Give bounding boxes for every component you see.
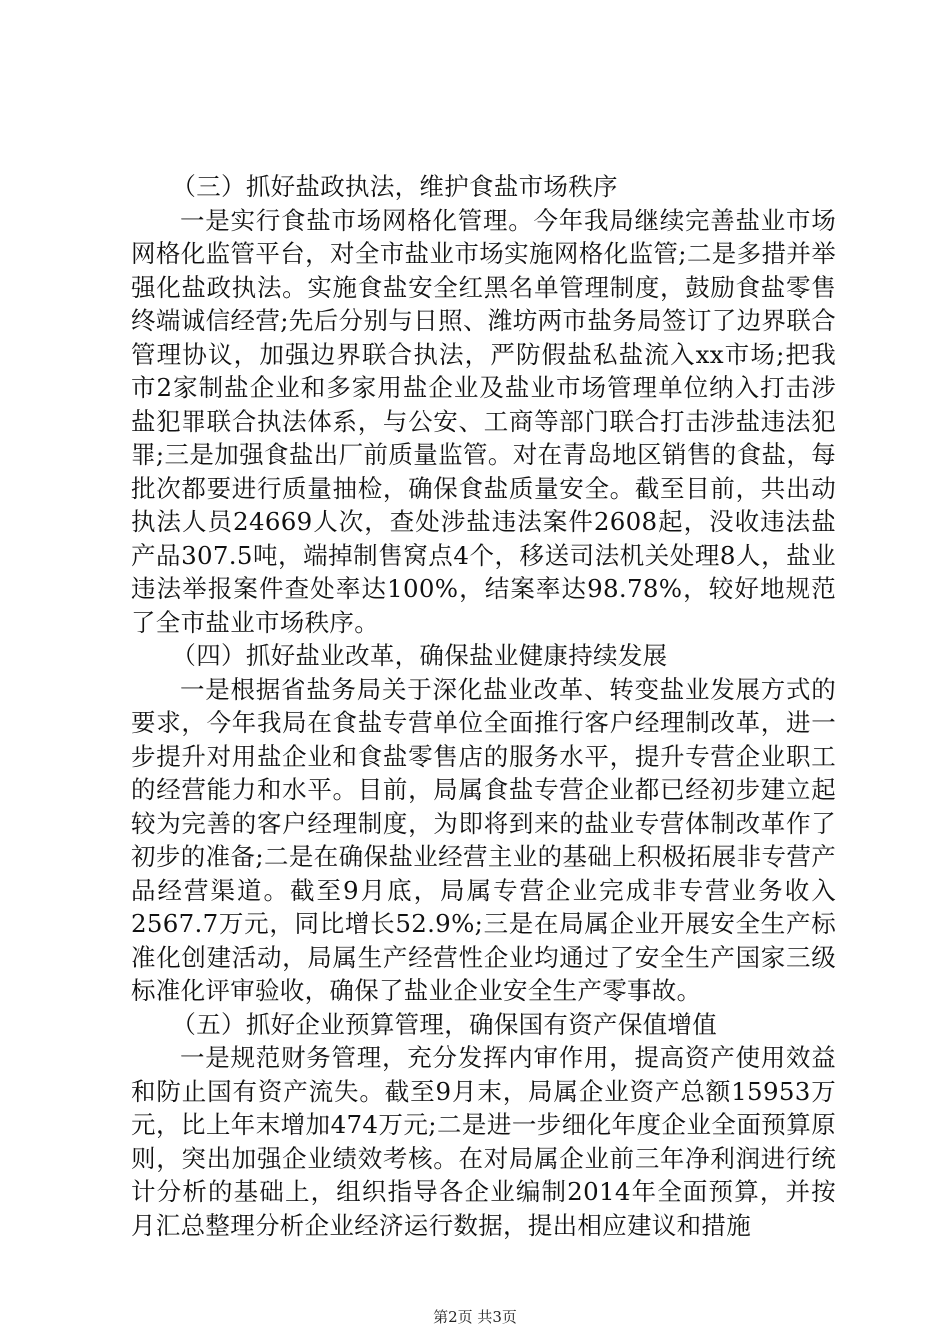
section-heading-5: （五）抓好企业预算管理，确保国有资产保值增值 xyxy=(171,1009,718,1039)
document-body xyxy=(131,170,836,1242)
section-heading-3: （三）抓好盐政执法，维护食盐市场秩序 xyxy=(171,172,618,201)
section-body-3: 一是实行食盐市场网格化管理。今年我局继续完善盐业市场网格化监管平台，对全市盐业市场实施网格化监管;二是多措并举强化盐政执法。实施食盐安全红黑名单管理制度，鼓励食盐零售终端诚信经营;先后分别与日照、潍坊两市盐务局签订了边界联合管理协议，加强边界联合执法，严防假盐私盐流入xx市场;把我市2家制盐企业和多家用盐企业及盐业市场管理单位纳入打击涉盐犯罪联合执法体系，与公安、工商等部门联合打击涉盐违法犯罪;三是加强食盐出厂前质量监管。对在青岛地区销售的食盐，每批次都要进行质量抽检，确保食盐质量安全。截至目前，共出动执法人员24669人次，查处涉盐违法案件2608起，没收违法盐产品307.5吨，端掉制售窝点4个，移送司法机关处理8人，盐业违法举报案件查处率达100%，结案率达98.78%，较好地规范了全市盐业市场秩序。 xyxy=(131,205,836,637)
page-number-footer: 第2页 共3页 xyxy=(433,1308,517,1326)
section-body-4: 一是根据省盐务局关于深化盐业改革、转变盐业发展方式的要求，今年我局在食盐专营单位全面推行客户经理制改革，进一步提升对用盐企业和食盐零售店的服务水平，提升专营企业职工的经营能力和水平。目前，局属食盐专营企业都已经初步建立起较为完善的客户经理制度，为即将到来的盐业专营体制改革作了初步的准备;二是在确保盐业经营主业的基础上积极拓展非专营产品经营渠道。截至9月底，局属专营企业完成非专营业务收入2567.7万元，同比增长52.9%;三是在局属企业开展安全生产标准化创建活动，局属生产经营性企业均通过了安全生产国家三级标准化评审验收，确保了盐业企业安全生产零事故。 xyxy=(131,674,836,1005)
section-body-5: 一是规范财务管理，充分发挥内审作用，提高资产使用效益和防止国有资产流失。截至9月末，局属企业资产总额15953万元，比上年末增加474万元;二是进一步细化年度企业全面预算原则，突出加强企业绩效考核。在对局属企业前三年净利润进行统计分析的基础上，组织指导各企业编制2014年全面预算，并按月汇总整理分析企业经济运行数据，提出相应建议和措施 xyxy=(131,1043,836,1240)
section-heading-4: （四）抓好盐业改革，确保盐业健康持续发展 xyxy=(171,641,668,670)
